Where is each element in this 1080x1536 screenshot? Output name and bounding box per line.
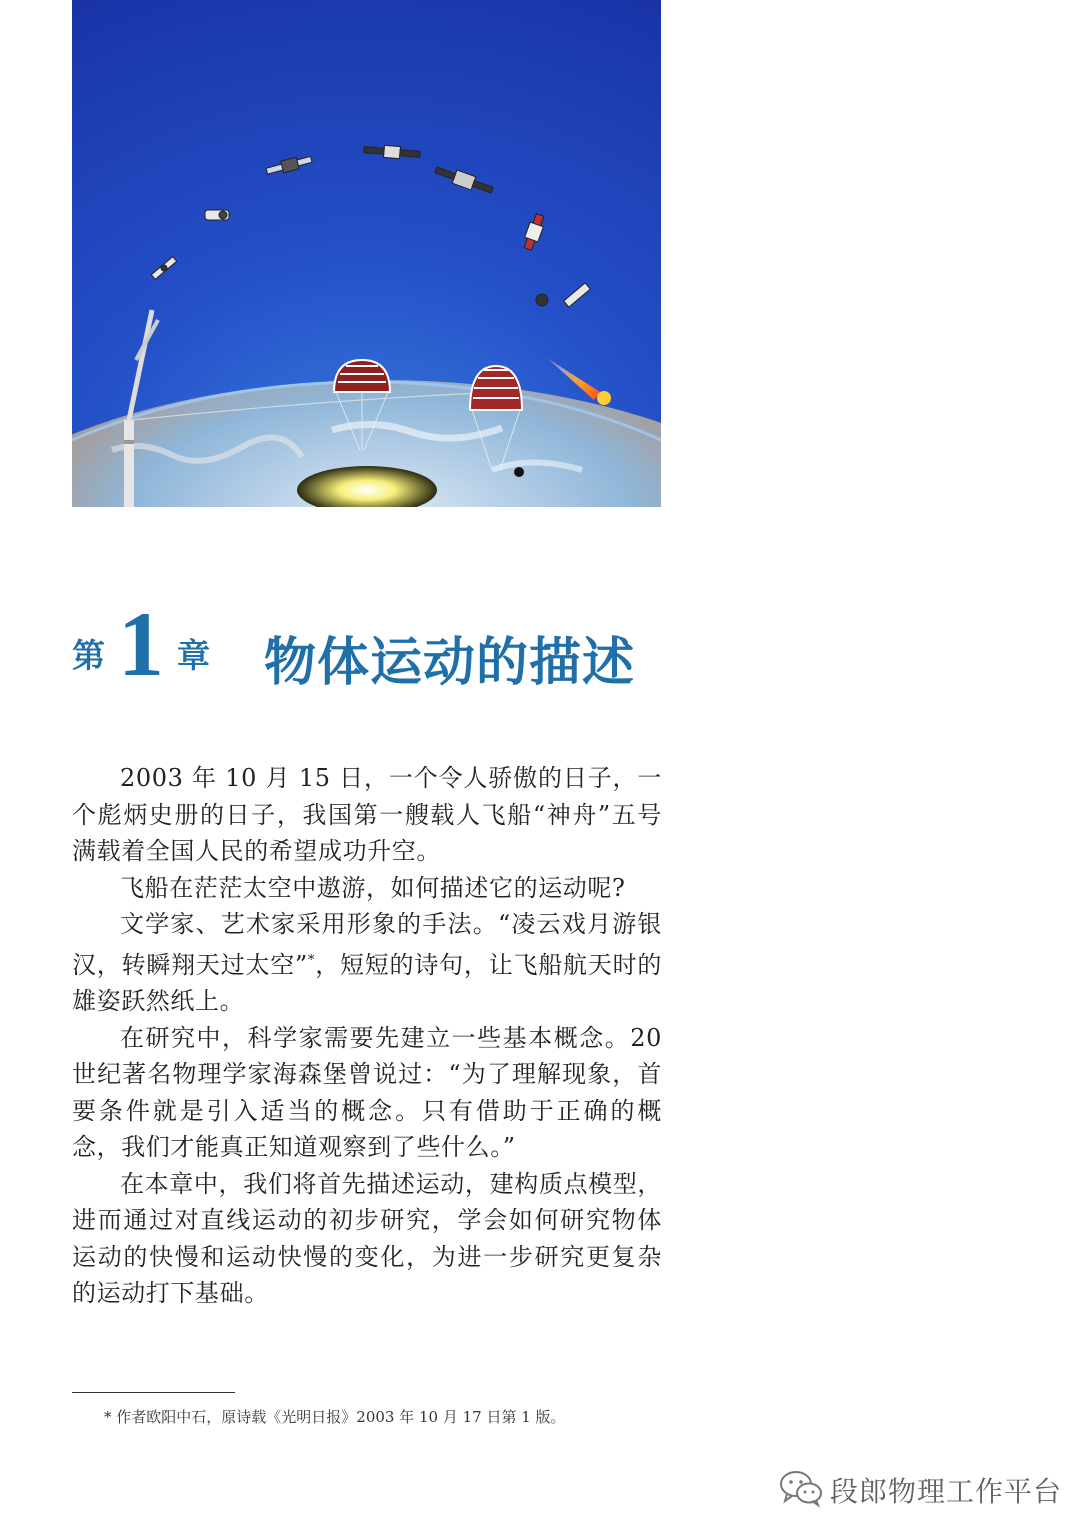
chapter-number: 1: [118, 593, 164, 695]
chapter-heading: [72, 593, 772, 700]
footnote: * 作者欧阳中石，原诗载《光明日报》2003 年 10 月 17 日第 1 版。: [104, 1408, 566, 1426]
paragraph: 在本章中，我们将首先描述运动，建构质点模型，进而通过对直线运动的初步研究，学会如何研究物体运动的快慢和运动快慢的变化，为进一步研究更复杂的运动打下基础。: [72, 1169, 662, 1307]
paragraph-text: 文学家、艺术家采用形象的手法。“凌云戏月游银汉，转瞬翔天过太空”: [72, 910, 662, 979]
body-text: [72, 760, 662, 1312]
watermark-text: 段郎物理工作平台: [830, 1475, 1063, 1508]
paragraph: 2003 年 10 月 15 日，一个令人骄傲的日子，一个彪炳史册的日子，我国第一艘载人飞船“神舟”五号满载着全国人民的希望成功升空。: [72, 764, 662, 865]
hero-illustration: [72, 0, 661, 507]
paragraph-text: ，短短的诗句，让飞船航天时的雄姿跃然纸上。: [72, 950, 662, 1015]
footnote-divider: [72, 1392, 235, 1393]
chapter-prefix: 第: [72, 636, 105, 675]
wechat-icon: [778, 1468, 824, 1508]
chapter-title: 物体运动的描述: [264, 633, 636, 693]
paragraph: [72, 906, 662, 1020]
footnote-marker: *: [307, 952, 316, 968]
rocket-body: [124, 420, 134, 507]
chapter-suffix: 章: [177, 636, 210, 675]
paragraph: 在研究中，科学家需要先建立一些基本概念。20 世纪著名物理学家海森堡曾说过：“为了理解现象，首要条件就是引入适当的概念。只有借助于正确的概念，我们才能真正知道观察到了些什么。”: [72, 1023, 662, 1161]
watermark: [778, 1468, 1068, 1510]
paragraph: 飞船在茫茫太空中遨游，如何描述它的运动呢?: [120, 873, 626, 902]
